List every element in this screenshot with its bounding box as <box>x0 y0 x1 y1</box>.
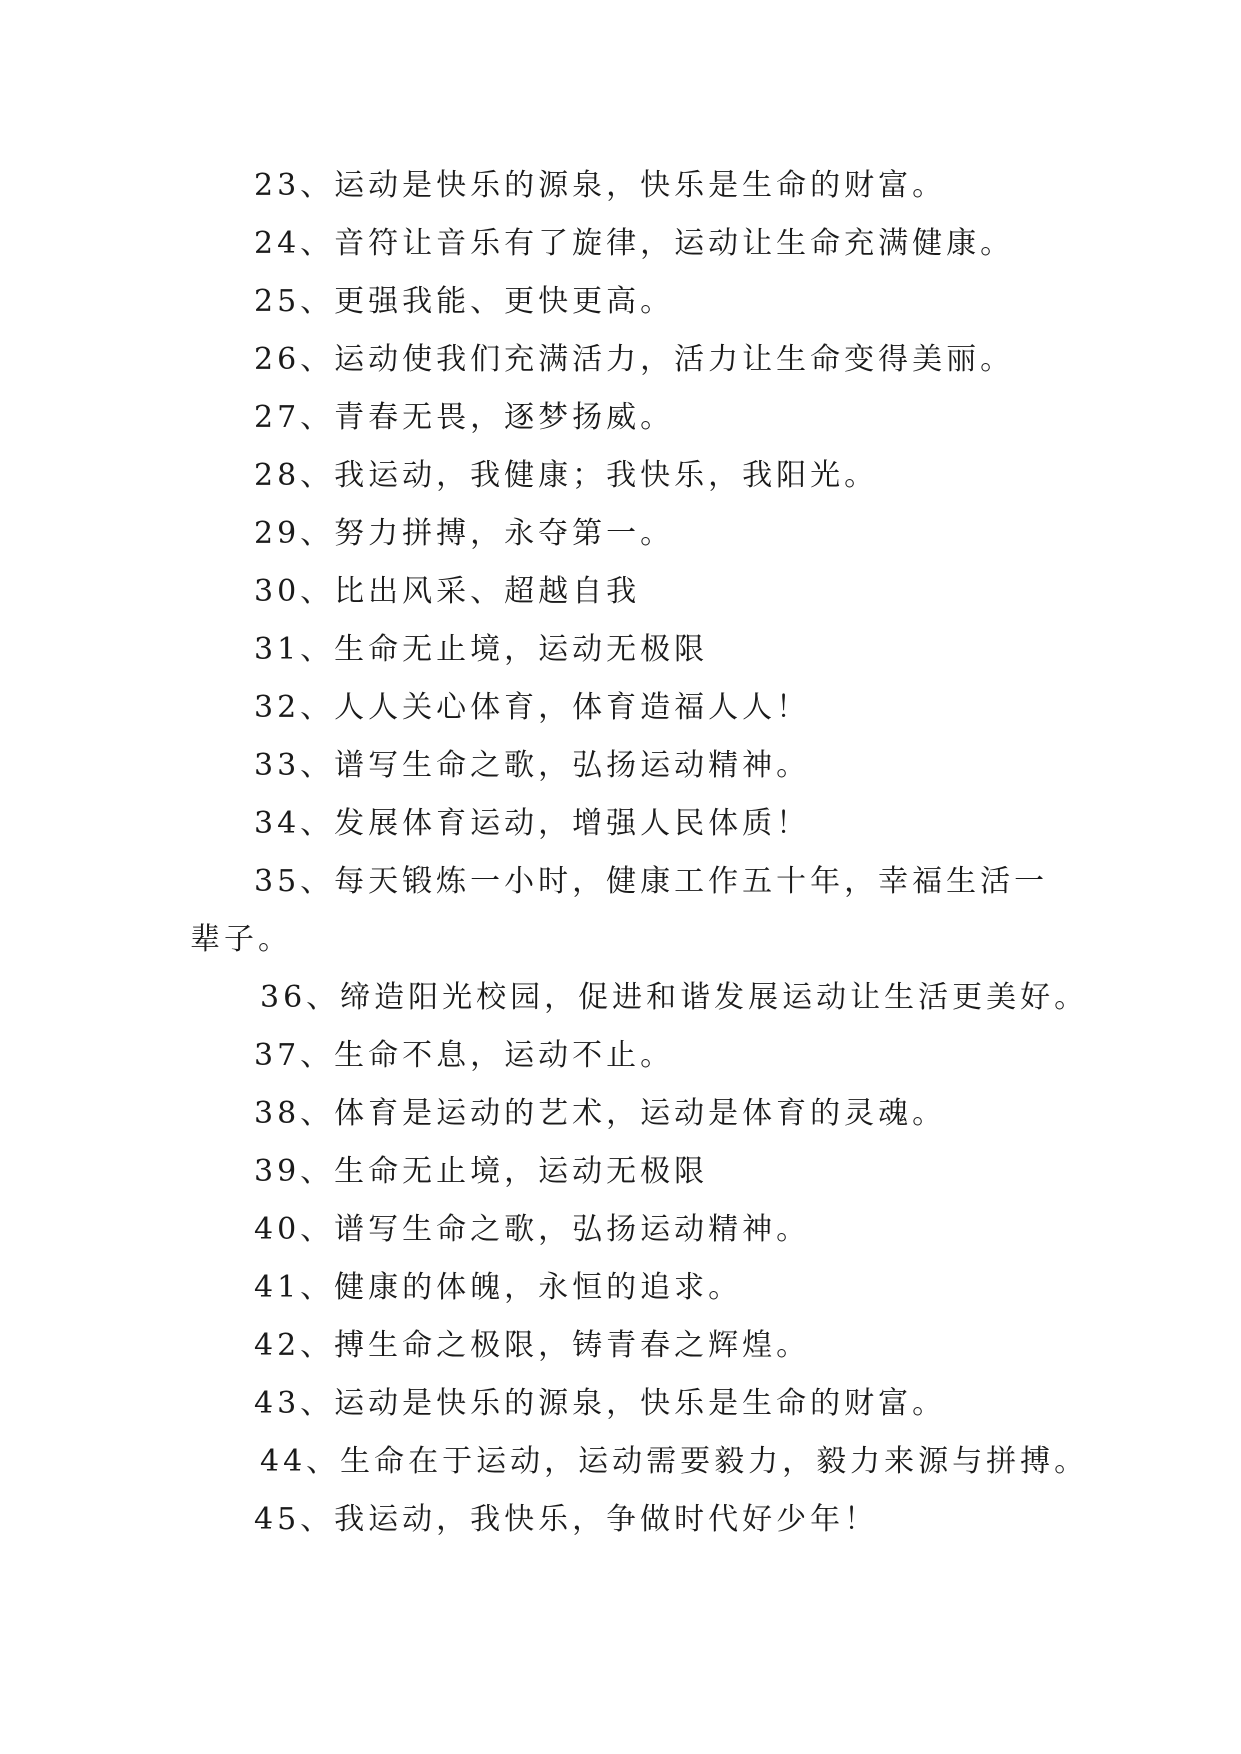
text-line: 30、比出风采、超越自我 <box>254 574 641 609</box>
text-line: 31、生命无止境，运动无极限 <box>254 632 709 667</box>
text-line: 27、青春无畏，逐梦扬威。 <box>254 400 675 435</box>
text-line: 44、生命在于运动，运动需要毅力，毅力来源与拼搏。 <box>260 1444 1089 1479</box>
text-line: 43、运动是快乐的源泉，快乐是生命的财富。 <box>254 1386 947 1421</box>
text-line: 37、生命不息，运动不止。 <box>254 1038 675 1073</box>
text-line: 40、谱写生命之歌，弘扬运动精神。 <box>254 1212 811 1247</box>
text-line: 42、搏生命之极限，铸青春之辉煌。 <box>254 1328 811 1363</box>
text-line: 39、生命无止境，运动无极限 <box>254 1154 709 1189</box>
text-line-wrapped: 35、每天锻炼一小时，健康工作五十年，幸福生活一辈子。 <box>190 864 1049 957</box>
text-line: 38、体育是运动的艺术，运动是体育的灵魂。 <box>254 1096 947 1131</box>
text-line: 36、缔造阳光校园，促进和谐发展运动让生活更美好。 <box>260 980 1089 1015</box>
text-line: 29、努力拼搏，永夺第一。 <box>254 516 675 551</box>
text-line: 25、更强我能、更快更高。 <box>254 284 675 319</box>
text-line: 24、音符让音乐有了旋律，运动让生命充满健康。 <box>254 226 1015 261</box>
text-line: 33、谱写生命之歌，弘扬运动精神。 <box>254 748 811 783</box>
text-line: 28、我运动，我健康；我快乐，我阳光。 <box>254 458 879 493</box>
text-line: 41、健康的体魄，永恒的追求。 <box>254 1270 743 1305</box>
text-line: 32、人人关心体育，体育造福人人！ <box>254 690 811 725</box>
text-line: 23、运动是快乐的源泉，快乐是生命的财富。 <box>254 168 947 203</box>
text-line: 26、运动使我们充满活力，活力让生命变得美丽。 <box>254 342 1015 377</box>
document-body <box>190 157 1089 1549</box>
text-line: 45、我运动，我快乐，争做时代好少年！ <box>254 1502 879 1537</box>
text-line: 34、发展体育运动，增强人民体质！ <box>254 806 811 841</box>
